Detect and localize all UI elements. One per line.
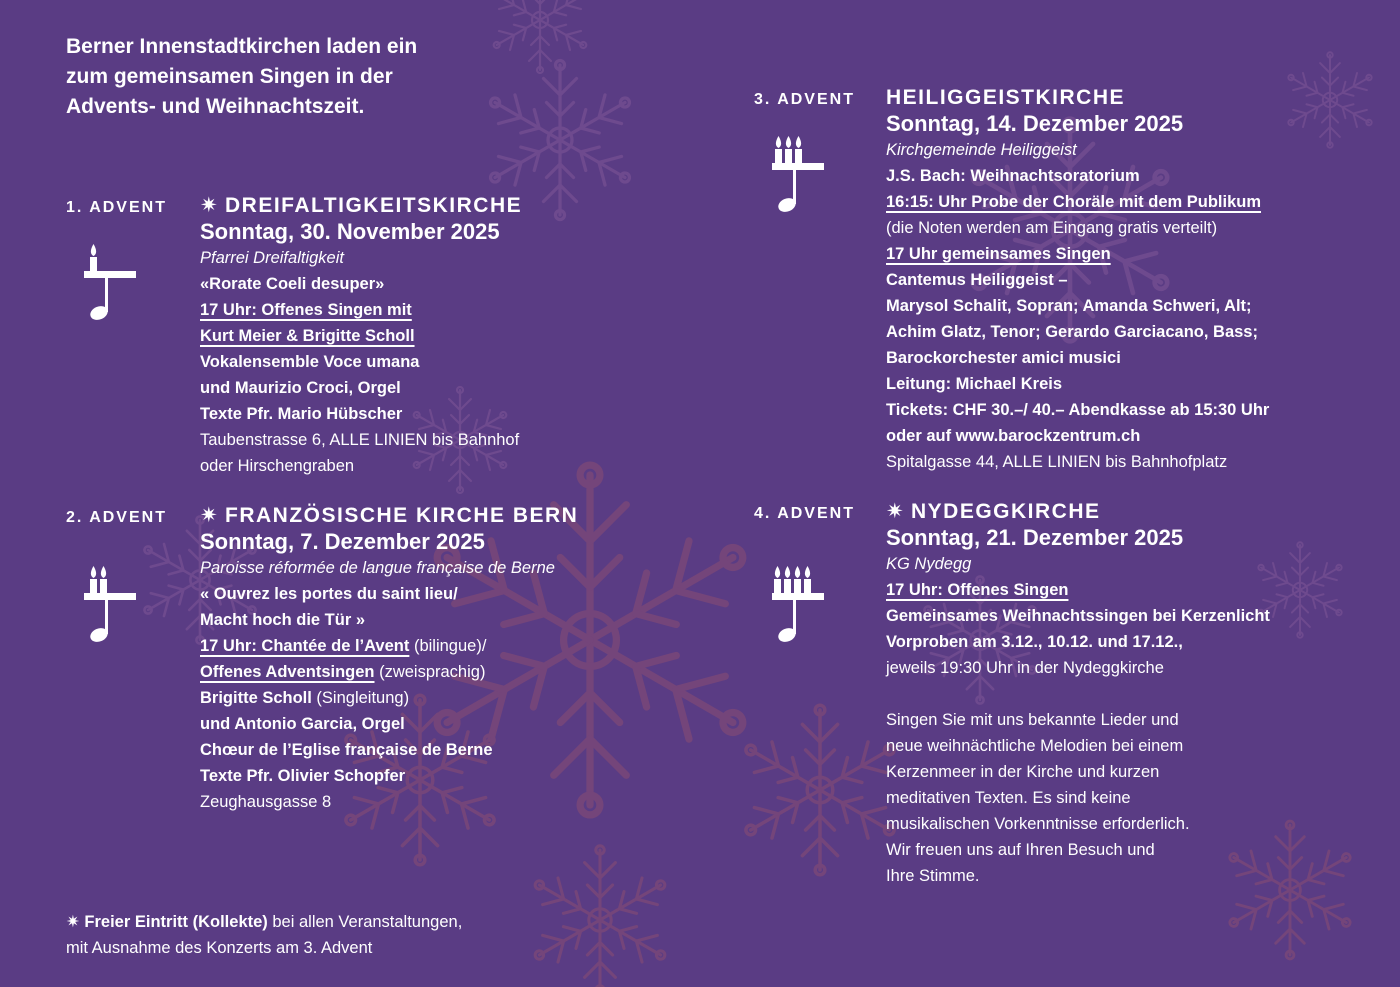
advent-1-label: 1. ADVENT: [66, 199, 167, 216]
event-title: « Ouvrez les portes du saint lieu/: [200, 585, 458, 603]
description-line: Singen Sie mit uns bekannte Lieder und: [886, 711, 1179, 729]
advent-3-label: 3. ADVENT: [754, 91, 855, 108]
candle-note-icon: [772, 566, 824, 646]
candle-note-icon: [772, 136, 824, 216]
address: Taubenstrasse 6, ALLE LINIEN bis Bahnhof: [200, 431, 520, 449]
event-time: 17 Uhr: Chantée de l’Avent (bilingue)/: [200, 637, 487, 655]
conductor: Leitung: Michael Kreis: [886, 375, 1063, 393]
footer-line: ✷ Freier Eintritt (Kollekte) bei allen Veranstaltungen,: [66, 913, 463, 931]
orchestra: Barockorchester amici musici: [886, 349, 1121, 367]
event-title: «Rorate Coeli desuper»: [200, 275, 385, 293]
intro-line: zum gemeinsamen Singen in der: [66, 65, 393, 88]
candle-note-icon: [84, 566, 136, 646]
church-name: HEILIGGEISTKIRCHE: [886, 86, 1126, 109]
event-date: Sonntag, 7. Dezember 2025: [200, 529, 485, 554]
description-line: meditativen Texten. Es sind keine: [886, 789, 1131, 807]
parish-name: Pfarrei Dreifaltigkeit: [200, 249, 344, 267]
event-date: Sonntag, 14. Dezember 2025: [886, 111, 1184, 136]
performers: und Maurizio Croci, Orgel: [200, 379, 401, 397]
rehearsal-time: 16:15: Uhr Probe der Choräle mit dem Publikum: [886, 193, 1262, 211]
advent-4-event: [886, 499, 1270, 681]
choir: Chœur de l’Eglise française de Berne: [200, 741, 493, 759]
address: Zeughausgasse 8: [200, 793, 332, 811]
star-icon: ✷: [66, 913, 80, 931]
parish-name: Kirchgemeinde Heiliggeist: [886, 141, 1077, 159]
event-title: J.S. Bach: Weihnachtsoratorium: [886, 167, 1140, 185]
description-paragraph: [886, 707, 1190, 889]
star-icon: ✷: [200, 194, 220, 217]
snowflake-icon: [528, 846, 672, 987]
event-date: Sonntag, 30. November 2025: [200, 219, 500, 244]
event-time: Kurt Meier & Brigitte Scholl: [200, 327, 415, 345]
choir: Cantemus Heiliggeist –: [886, 271, 1068, 289]
church-name: ✷ NYDEGGKIRCHE: [886, 500, 1101, 523]
church-name: ✷ DREIFALTIGKEITSKIRCHE: [200, 194, 523, 217]
advent-2-label: 2. ADVENT: [66, 509, 167, 526]
description-line: neue weihnächtliche Melodien bei einem: [886, 737, 1184, 755]
event-time: 17 Uhr: Offenes Singen mit: [200, 301, 412, 319]
advent-3-event: [886, 85, 1269, 475]
advent-2-event: [200, 503, 578, 815]
intro-heading: [66, 32, 506, 122]
rehearsals: Vorproben am 3.12., 10.12. und 17.12.,: [886, 633, 1183, 651]
snowflake-icon: [1223, 821, 1357, 959]
snowflake-icon: [1284, 52, 1377, 147]
star-icon: ✷: [886, 500, 906, 523]
texts-by: Texte Pfr. Olivier Schopfer: [200, 767, 406, 785]
soloists: Marysol Schalit, Sopran; Amanda Schweri, Alt;: [886, 297, 1252, 315]
description-line: musikalischen Vorkenntnisse erforderlich.: [886, 815, 1190, 833]
footer-line: mit Ausnahme des Konzerts am 3. Advent: [66, 939, 373, 957]
parish-name: KG Nydegg: [886, 555, 972, 573]
intro-line: Advents- und Weihnachtszeit.: [66, 95, 365, 118]
rehearsal-time: jeweils 19:30 Uhr in der Nydeggkirche: [886, 659, 1164, 677]
candle-note-icon: [84, 244, 136, 324]
soloists: Achim Glatz, Tenor; Gerardo Garciacano, Bass;: [886, 323, 1258, 341]
address: Spitalgasse 44, ALLE LINIEN bis Bahnhofplatz: [886, 453, 1228, 471]
website: oder auf www.barockzentrum.ch: [886, 427, 1141, 445]
advent-4-label: 4. ADVENT: [754, 505, 855, 522]
star-icon: ✷: [200, 504, 220, 527]
tickets: Tickets: CHF 30.–/ 40.– Abendkasse ab 15:30 Uhr: [886, 401, 1270, 419]
event-time: Offenes Adventsingen (zweisprachig): [200, 663, 486, 681]
event-title: Gemeinsames Weihnachtssingen bei Kerzenlicht: [886, 607, 1270, 625]
description-line: Wir freuen uns auf Ihren Besuch und: [886, 841, 1155, 859]
event-time: 17 Uhr: Offenes Singen: [886, 581, 1069, 599]
address: oder Hirschengraben: [200, 457, 355, 475]
parish-name: Paroisse réformée de langue française de Berne: [200, 559, 555, 577]
intro-line: Berner Innenstadtkirchen laden ein: [66, 35, 418, 58]
snowflake-icon: [738, 705, 902, 875]
texts-by: Texte Pfr. Mario Hübscher: [200, 405, 403, 423]
performers: Brigitte Scholl (Singleitung): [200, 689, 410, 707]
footer-note: [66, 909, 462, 961]
event-time: 17 Uhr gemeinsames Singen: [886, 245, 1111, 263]
description-line: Ihre Stimme.: [886, 867, 980, 885]
performers: Vokalensemble Voce umana: [200, 353, 420, 371]
event-date: Sonntag, 21. Dezember 2025: [886, 525, 1184, 550]
note: (die Noten werden am Eingang gratis verteilt): [886, 219, 1218, 237]
church-name: ✷ FRANZÖSISCHE KIRCHE BERN: [200, 504, 579, 527]
advent-1-event: [200, 193, 522, 479]
performers: und Antonio Garcia, Orgel: [200, 715, 405, 733]
event-title: Macht hoch die Tür »: [200, 611, 366, 629]
description-line: Kerzenmeer in der Kirche und kurzen: [886, 763, 1160, 781]
